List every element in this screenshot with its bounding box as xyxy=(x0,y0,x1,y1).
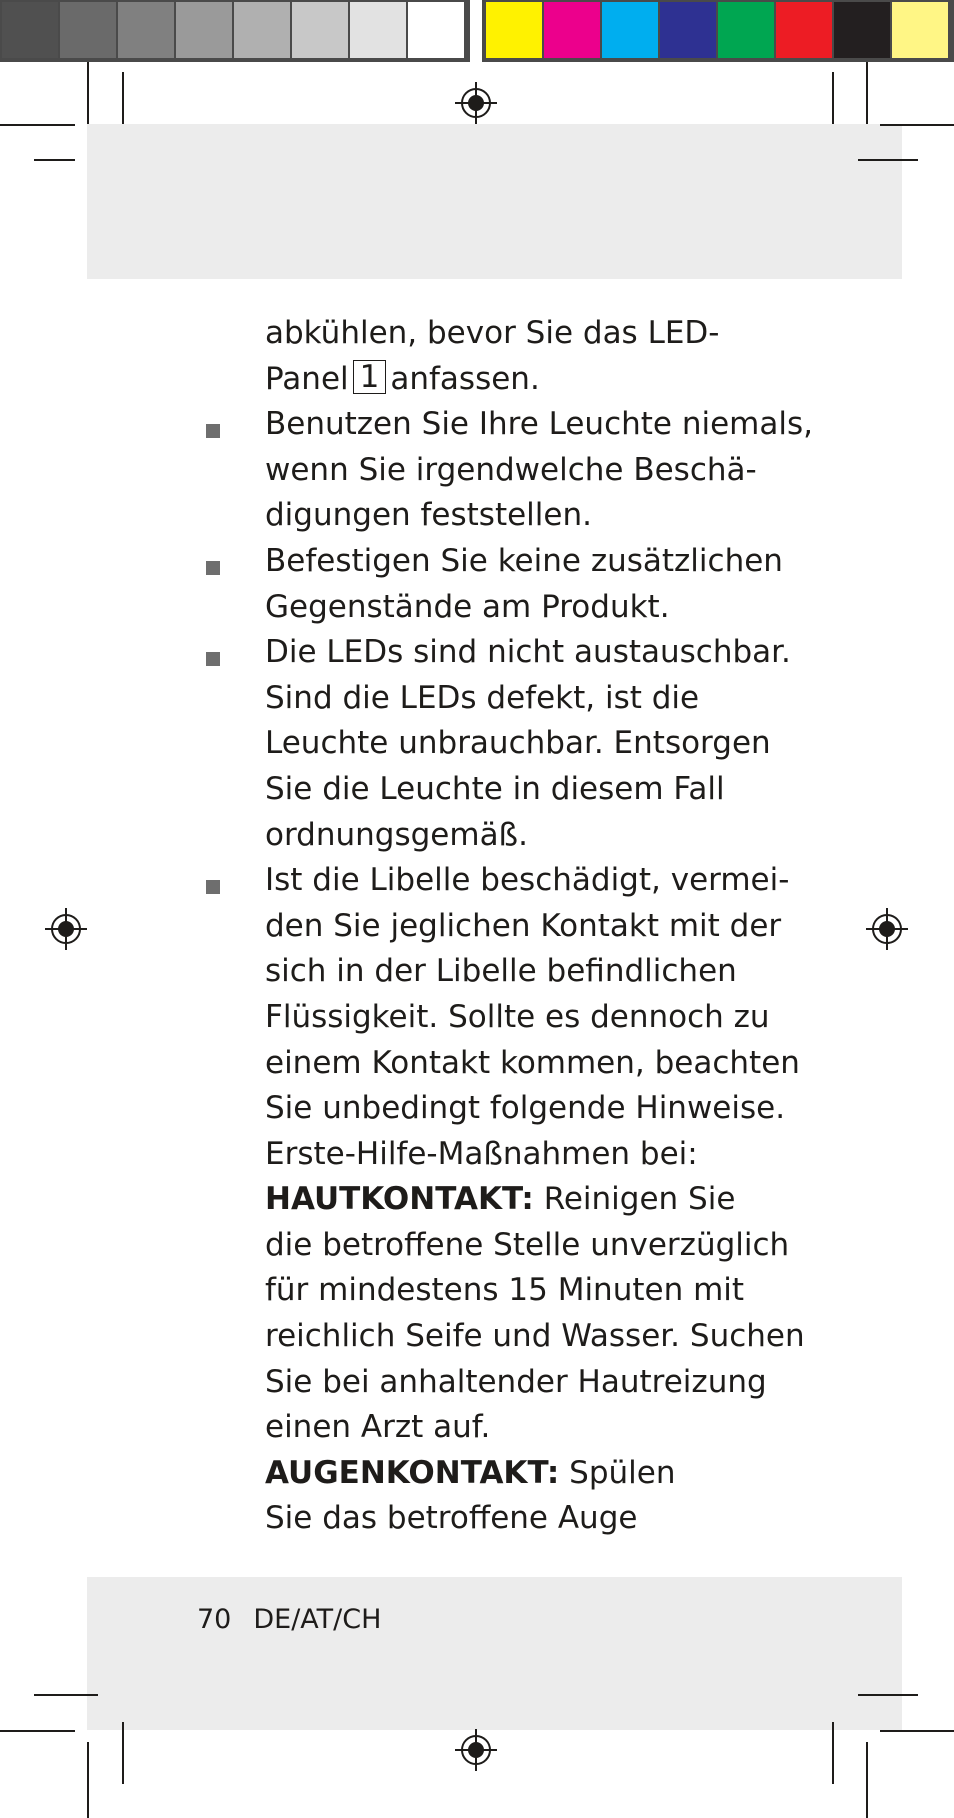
reference-number-box: 1 xyxy=(353,360,387,394)
region-label: DE/AT/CH xyxy=(253,1604,382,1635)
list-bullet xyxy=(206,424,220,438)
text-line: Sie unbedingt folgende Hinweise. xyxy=(265,1090,786,1127)
process-color-swatch xyxy=(776,2,832,58)
text-line: Benutzen Sie Ihre Leuchte niemals, xyxy=(265,406,813,443)
text-line: für mindestens 15 Minuten mit xyxy=(265,1272,745,1309)
text-line: Die LEDs sind nicht austauschbar. xyxy=(265,634,791,671)
list-bullet xyxy=(206,561,220,575)
gray-swatch xyxy=(2,2,58,58)
color-calibration-bar xyxy=(0,0,954,62)
text-line: Sie bei anhaltender Hautreizung xyxy=(265,1363,767,1400)
text-line: AUGENKONTAKT: Spülen xyxy=(265,1454,676,1491)
registration-mark-icon xyxy=(453,80,499,126)
text-line: Erste-Hilfe-Maßnahmen bei: xyxy=(265,1135,698,1172)
text-line: digungen feststellen. xyxy=(265,497,592,534)
page-footer xyxy=(197,1604,403,1635)
text-line: Sie die Leuchte in diesem Fall xyxy=(265,770,725,807)
process-color-swatch xyxy=(892,2,948,58)
page-number: 70 xyxy=(197,1604,232,1635)
text-line: Ist die Libelle beschädigt, vermei- xyxy=(265,862,790,899)
list-bullet xyxy=(206,880,220,894)
text-line: reichlich Seife und Wasser. Suchen xyxy=(265,1318,805,1355)
body-text xyxy=(265,311,813,1542)
text-line: ordnungsgemäß. xyxy=(265,816,528,853)
process-color-swatch xyxy=(834,2,890,58)
registration-mark-icon xyxy=(453,1727,499,1773)
text-line: sich in der Libelle befindlichen xyxy=(265,953,737,990)
text-line: wenn Sie irgendwelche Beschä- xyxy=(265,451,757,488)
text-line: Befestigen Sie keine zusätzlichen xyxy=(265,542,783,579)
text-line: einen Arzt auf. xyxy=(265,1409,491,1446)
text-line: die betroffene Stelle unverzüglich xyxy=(265,1226,790,1263)
gray-swatch xyxy=(60,2,116,58)
eye-contact-heading: AUGENKONTAKT: xyxy=(265,1454,560,1491)
process-color-swatch xyxy=(718,2,774,58)
top-gray-band xyxy=(87,124,902,279)
registration-mark-icon xyxy=(43,906,89,952)
bottom-gray-band xyxy=(87,1577,902,1730)
gray-swatch xyxy=(292,2,348,58)
text-line: Leuchte unbrauchbar. Entsorgen xyxy=(265,725,771,762)
text-line: abkühlen, bevor Sie das LED- xyxy=(265,315,720,351)
process-color-swatch xyxy=(660,2,716,58)
text-line: Gegenstände am Produkt. xyxy=(265,588,670,625)
gray-swatch xyxy=(234,2,290,58)
registration-mark-icon xyxy=(864,906,910,952)
gray-swatch xyxy=(176,2,232,58)
text-line: Flüssigkeit. Sollte es dennoch zu xyxy=(265,998,770,1035)
text-line: Sie das betroffene Auge xyxy=(265,1500,638,1537)
text-line: Panel 1 anfassen. xyxy=(265,358,540,397)
list-bullet xyxy=(206,652,220,666)
process-color-swatch xyxy=(602,2,658,58)
skin-contact-heading: HAUTKONTAKT: xyxy=(265,1181,534,1218)
gray-swatch xyxy=(408,2,464,58)
gray-swatch xyxy=(350,2,406,58)
text-line: einem Kontakt kommen, beachten xyxy=(265,1044,800,1081)
text-line: HAUTKONTAKT: Reinigen Sie xyxy=(265,1181,736,1218)
text-line: den Sie jeglichen Kontakt mit der xyxy=(265,907,782,944)
gray-swatch xyxy=(118,2,174,58)
text-line: Sind die LEDs defekt, ist die xyxy=(265,679,700,716)
process-color-swatch xyxy=(544,2,600,58)
process-color-swatch xyxy=(486,2,542,58)
